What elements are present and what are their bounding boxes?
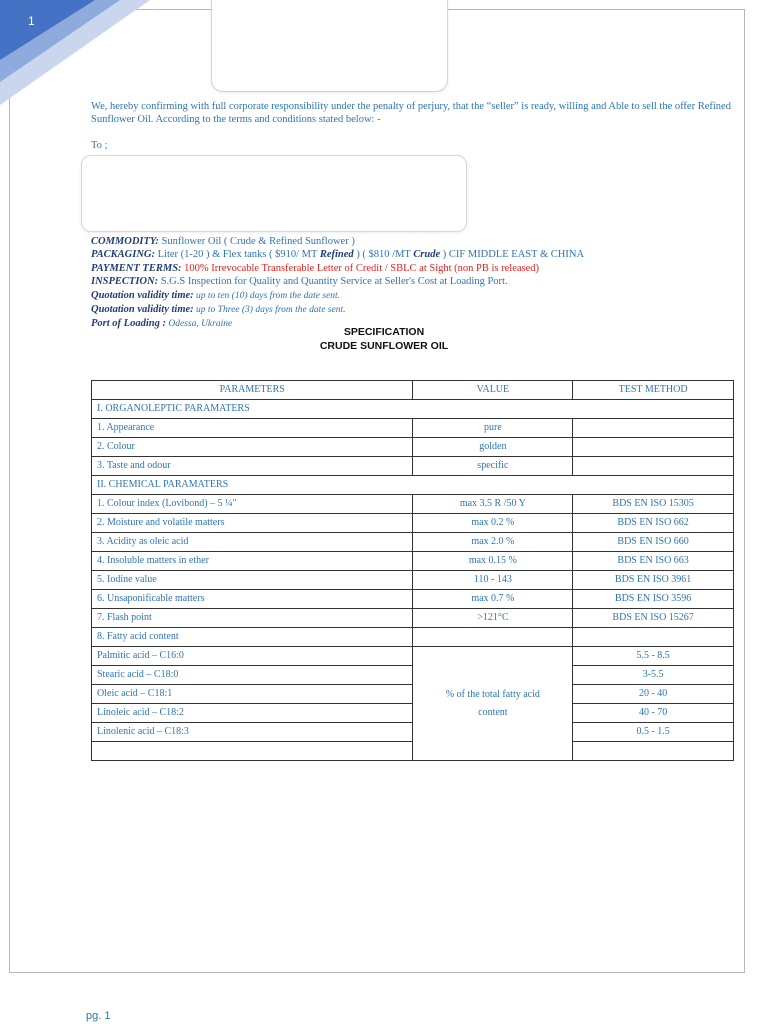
table-row: Linoleic acid – C18:2 40 - 70 [92, 704, 734, 723]
payment-terms-line: PAYMENT TERMS: 100% Irrevocable Transferable Letter of Credit / SBLC at Sight (non PB is released) [91, 262, 540, 274]
corner-decoration [0, 0, 170, 110]
quotation-validity-line-1: Quotation validity time: up to ten (10) days from the date sent. [91, 289, 341, 301]
page-number: 1 [28, 14, 35, 28]
table-row: 2. Colour golden [92, 438, 734, 457]
page-footer: pg. 1 [86, 1010, 111, 1022]
header-logo-box [211, 0, 448, 92]
header-parameters: PARAMETERS [92, 381, 413, 400]
to-label: To ; [91, 140, 108, 151]
table-row-empty [92, 742, 734, 761]
table-row: 7. Flash point >121°C BDS EN ISO 15267 [92, 609, 734, 628]
spec-title: SPECIFICATION [343, 326, 425, 338]
table-row: 3. Taste and odour specific [92, 457, 734, 476]
table-row: 5. Iodine value 110 - 143 BDS EN ISO 3961 [92, 571, 734, 590]
section-row-organoleptic: I. ORGANOLEPTIC PARAMATERS [92, 400, 734, 419]
table-row: 3. Acidity as oleic acid max 2.0 % BDS EN ISO 660 [92, 533, 734, 552]
header-test-method: TEST METHOD [573, 381, 734, 400]
spec-subtitle: CRUDE SUNFLOWER OIL [319, 340, 449, 352]
fatty-acid-value-cell: % of the total fatty acid content [413, 647, 573, 761]
terms-block [91, 235, 751, 332]
quotation-validity-line-2: Quotation validity time: up to Three (3) days from the date sent. [91, 304, 346, 316]
packaging-line: PACKAGING: Liter (1-20 ) & Flex tanks ( $910/ MT Refined ) ( $810 /MT Crude ) CIF MIDDLE EAST & CHINA [91, 249, 585, 261]
table-row: 1. Colour index (Lovibond) – 5 ¼" max 3.5 R /50 Y BDS EN ISO 15305 [92, 495, 734, 514]
table-header-row [92, 381, 734, 400]
table-row: Linolenic acid – C18:3 0.5 - 1.5 [92, 723, 734, 742]
table-row: Oleic acid – C18:1 20 - 40 [92, 685, 734, 704]
header-value: VALUE [413, 381, 573, 400]
table-row: 8. Fatty acid content [92, 628, 734, 647]
recipient-box [81, 155, 467, 232]
inspection-line: INSPECTION: S.G.S Inspection for Quality and Quantity Service at Seller's Cost at Loading Port. [91, 276, 508, 288]
table-row: Palmitic acid – C16:0 % of the total fatty acid content 5.5 - 8.5 [92, 647, 734, 666]
table-row: Stearic acid – C18:0 3-5.5 [92, 666, 734, 685]
specification-table [91, 380, 734, 761]
table-row: 2. Moisture and volatile matters max 0.2 % BDS EN ISO 662 [92, 514, 734, 533]
table-row: 1. Appearance pure [92, 419, 734, 438]
intro-paragraph: We, hereby confirming with full corporate responsibility under the penalty of perjury, that the “seller” is ready, willing and Able to sell the offer Refined Sunflower Oil. According to the terms and conditions stated below: - [91, 101, 731, 125]
section-row-chemical: II. CHEMICAL PARAMATERS [92, 476, 734, 495]
table-row: 4. Insoluble matters in ether max 0.15 % BDS EN ISO 663 [92, 552, 734, 571]
table-row: 6. Unsaponificable matters max 0.7 % BDS EN ISO 3596 [92, 590, 734, 609]
port-of-loading-line: Port of Loading : Odessa, Ukraine [91, 318, 233, 330]
commodity-line: COMMODITY: Sunflower Oil ( Crude & Refined Sunflower ) [91, 236, 355, 247]
